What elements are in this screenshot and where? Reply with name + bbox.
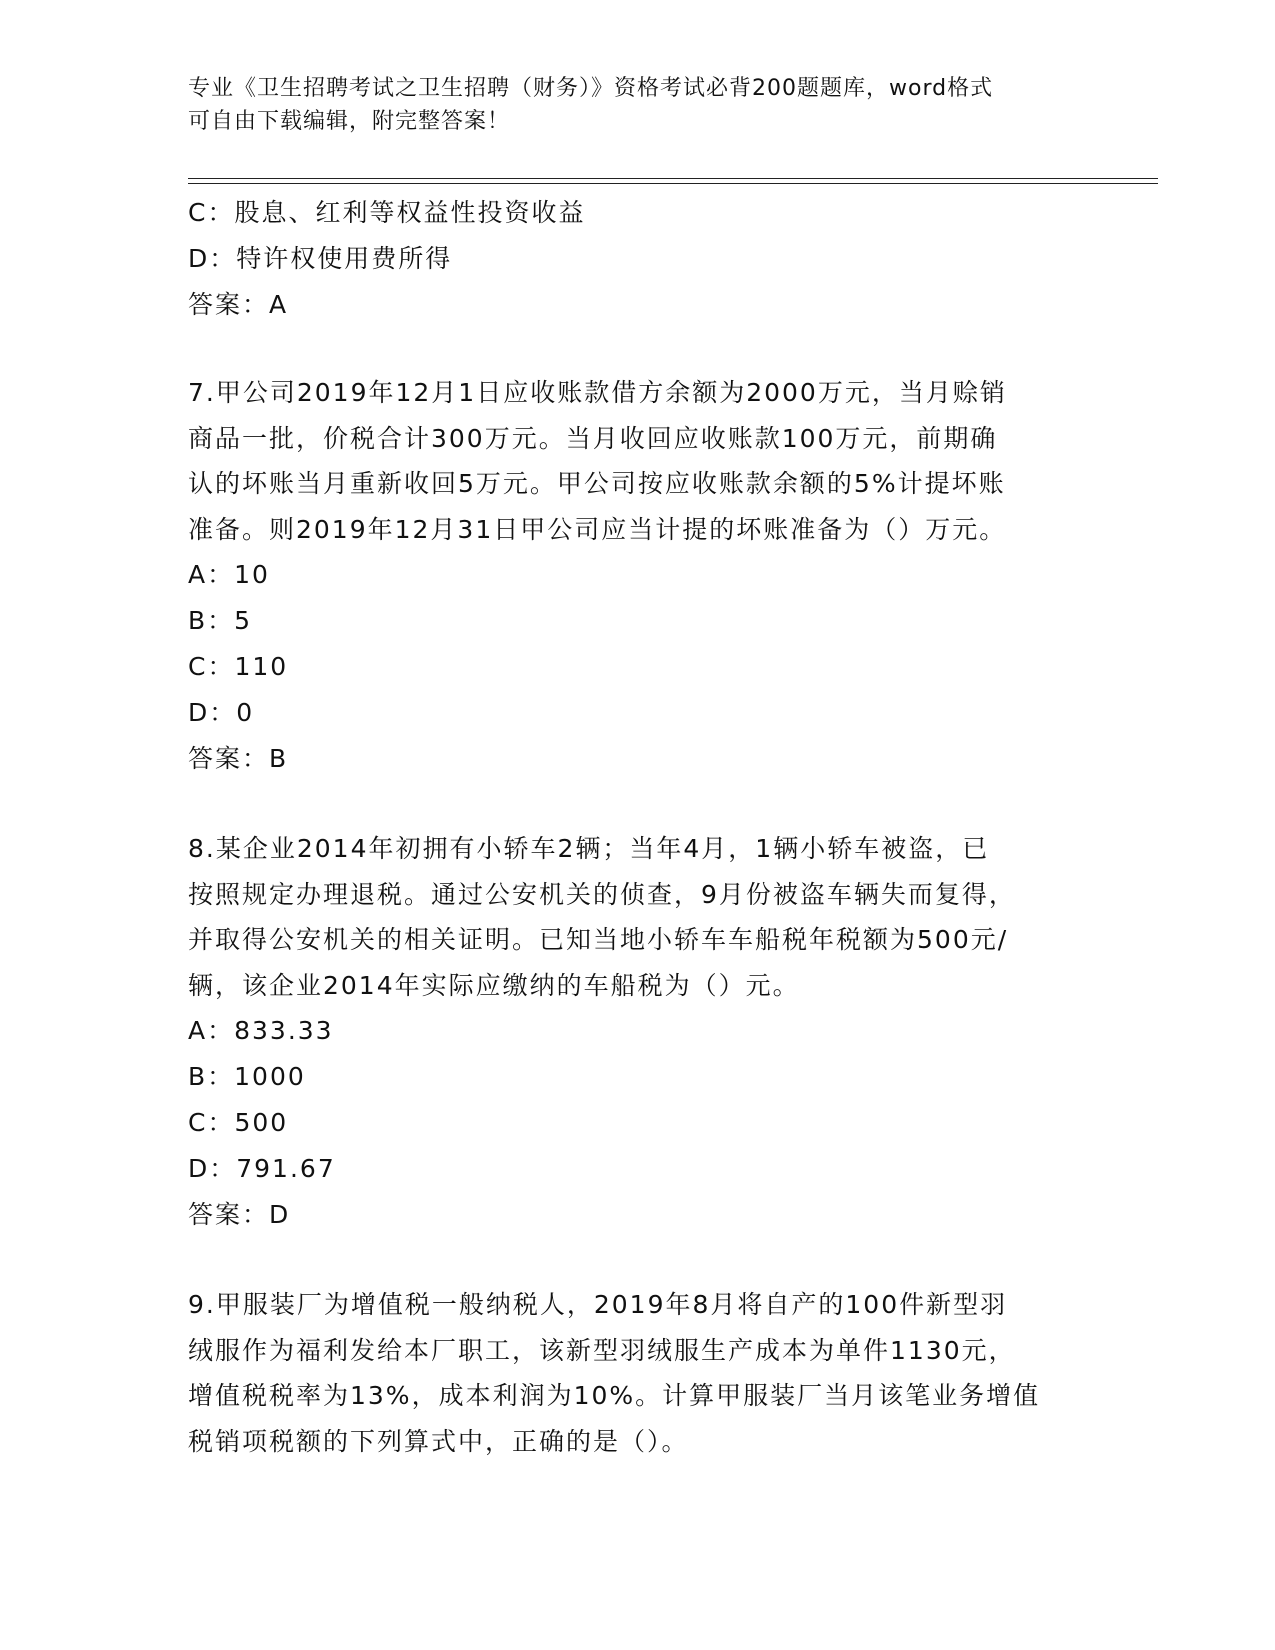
option-c: C：110: [188, 652, 289, 681]
question-line: 8.某企业2014年初拥有小轿车2辆；当年4月，1辆小轿车被盗，已: [188, 834, 990, 863]
header-line-1: 专业《卫生招聘考试之卫生招聘（财务）》资格考试必背200题题库，word格式: [188, 76, 994, 101]
question-line: 准备。则2019年12月31日甲公司应当计提的坏账准备为（）万元。: [188, 514, 1007, 544]
document-body: [188, 190, 1088, 1464]
spacer: [188, 1238, 1088, 1282]
header-rule-bottom: [188, 183, 1158, 184]
question-6-tail: [188, 190, 1088, 328]
document-header: [188, 72, 1068, 138]
option-d: D：特许权使用费所得: [188, 244, 453, 273]
question-7: [188, 370, 1088, 782]
header-line-2: 可自由下载编辑，附完整答案！: [188, 109, 511, 134]
question-line: 认的坏账当月重新收回5万元。甲公司按应收账款余额的5%计提坏账: [188, 469, 1006, 498]
question-line: 并取得公安机关的相关证明。已知当地小轿车车船税年税额为500元/: [188, 925, 1009, 954]
option-d: D：0: [188, 698, 255, 727]
question-line: 9.甲服装厂为增值税一般纳税人，2019年8月将自产的100件新型羽: [188, 1290, 1008, 1319]
header-rule-top: [188, 178, 1158, 179]
answer: 答案：A: [188, 290, 289, 319]
question-line: 税销项税额的下列算式中，正确的是（）。: [188, 1426, 689, 1456]
question-line: 商品一批，价税合计300万元。当月收回应收账款100万元，前期确: [188, 423, 998, 453]
question-line: 按照规定办理退税。通过公安机关的侦查，9月份被盗车辆失而复得，: [188, 879, 1016, 909]
spacer: [188, 782, 1088, 826]
option-d: D：791.67: [188, 1154, 336, 1183]
option-b: B：5: [188, 606, 253, 635]
option-a: A：10: [188, 560, 270, 589]
question-line: 绒服作为福利发给本厂职工，该新型羽绒服生产成本为单件1130元，: [188, 1335, 1016, 1365]
option-b: B：1000: [188, 1062, 306, 1091]
question-8: [188, 826, 1088, 1238]
option-a: A：833.33: [188, 1016, 334, 1045]
question-line: 增值税税率为13%，成本利润为10%。计算甲服装厂当月该笔业务增值: [188, 1381, 1041, 1410]
option-c: C：500: [188, 1108, 289, 1137]
question-9: [188, 1282, 1088, 1464]
answer: 答案：B: [188, 744, 289, 773]
question-line: 辆，该企业2014年实际应缴纳的车船税为（）元。: [188, 970, 800, 1000]
answer: 答案：D: [188, 1200, 291, 1229]
spacer: [188, 328, 1088, 370]
option-c: C：股息、红利等权益性投资收益: [188, 198, 586, 227]
question-line: 7.甲公司2019年12月1日应收账款借方余额为2000万元，当月赊销: [188, 378, 1007, 407]
